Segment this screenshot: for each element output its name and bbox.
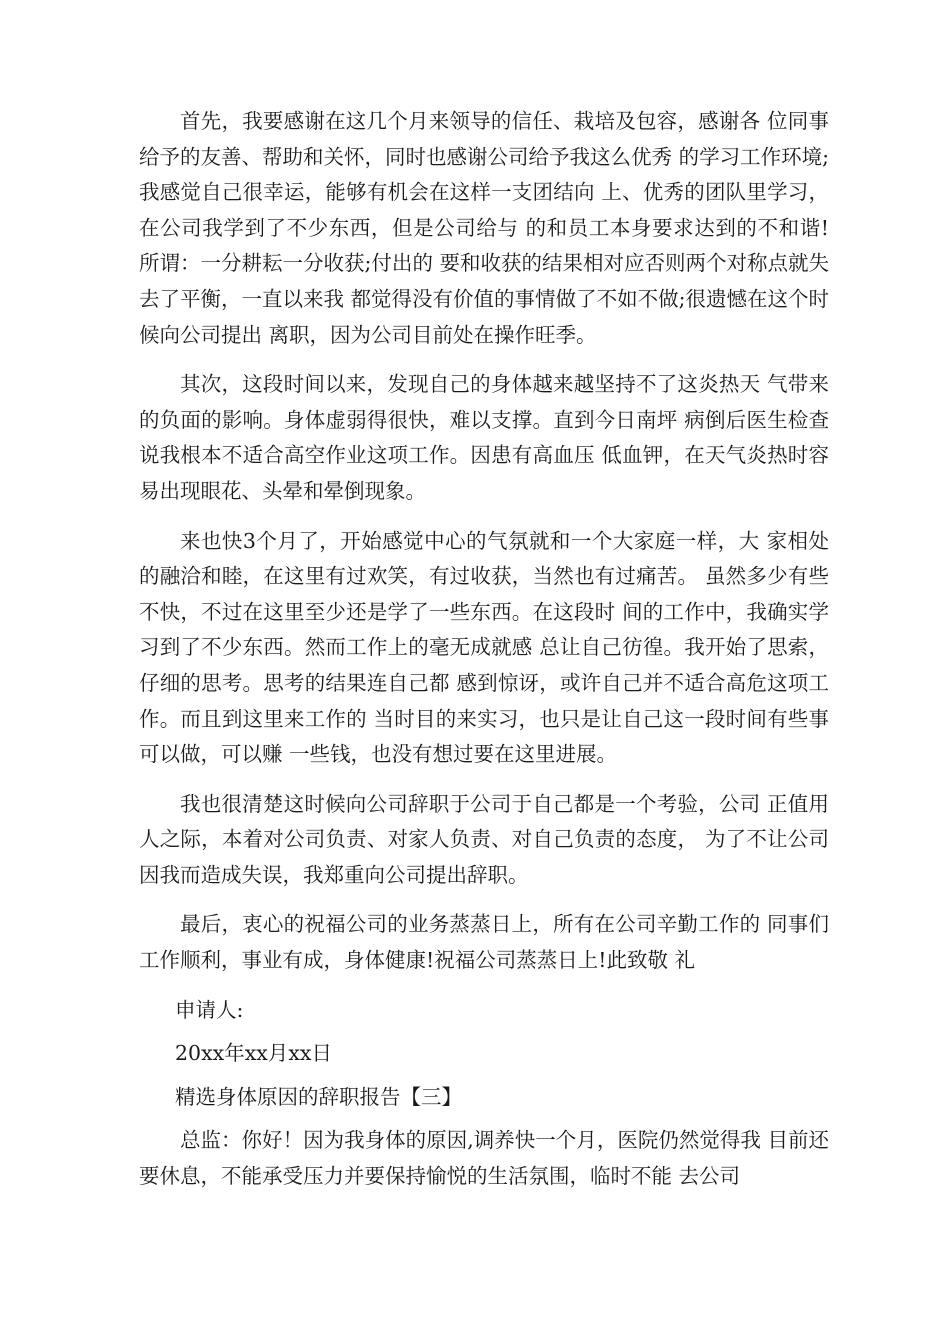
paragraph-resignation: 我也很清楚这时候向公司辞职于公司于自己都是一个考验，公司 正值用人之际，本着对公司负责、对家人负责、对自己负责的态度， 为了不让公司因我而造成失误，我郑重向公司提出辞职。 [139,791,829,887]
paragraph-health-reason: 其次，这段时间以来，发现自己的身体越来越坚持不了这炎热天 气带来的负面的影响。身体虚弱得很快，难以支撑。直到今日南坪 病倒后医生检查说我根本不适合高空作业这项工作。因患有高血压 低血钾，在天气炎热时容易出现眼花、头晕和晕倒现象。 [139,372,829,503]
date-line: 20xx年xx月xx日 [175,1041,332,1066]
paragraph-reflection: 来也快3个月了，开始感觉中心的气氛就和一个大家庭一样，大 家相处的融洽和睦，在这里有过欢笑，有过收获，当然也有过痛苦。 虽然多少有些不快，不过在这里至少还是学了一些东西。在这段时 间的工作中，我确实学习到了不少东西。然而工作上的毫无成就感 总让自己彷徨。我开始了思索，仔细的思考。思考的结果连自己都 感到惊讶，或许自己并不适合高危这项工作。而且到这里来工作的 当时目的来实习，也只是让自己这一段时间有些事可以做，可以赚 一些钱，也没有想过要在这里进展。 [139,528,829,767]
paragraph-closing: 最后，衷心的祝福公司的业务蒸蒸日上，所有在公司辛勤工作的 同事们工作顺利，事业有成，身体健康!祝福公司蒸蒸日上!此致敬 礼 [139,912,829,973]
section-title: 精选身体原因的辞职报告【三】 [175,1084,462,1109]
paragraph-letter-start: 总监：你好！因为我身体的原因,调养快一个月，医院仍然觉得我 目前还要休息，不能承受压力并要保持愉悦的生活氛围，临时不能 去公司 [139,1128,829,1189]
document-body [139,104,829,1209]
paragraph-gratitude: 首先，我要感谢在这几个月来领导的信任、栽培及包容，感谢各 位同事给予的友善、帮助和关怀，同时也感谢公司给予我这么优秀 的学习工作环境;我感觉自己很幸运，能够有机会在这样一支团结向 上、优秀的团队里学习，在公司我学到了不少东西，但是公司给与 的和员工本身要求达到的不和谐!所谓：一分耕耘一分收获;付出的 要和收获的结果相对应否则两个对称点就失去了平衡，一直以来我 都觉得没有价值的事情做了不如不做;很遗憾在这个时候向公司提出 离职，因为公司目前处在操作旺季。 [139,109,829,347]
applicant-label: 申请人: [175,997,244,1022]
